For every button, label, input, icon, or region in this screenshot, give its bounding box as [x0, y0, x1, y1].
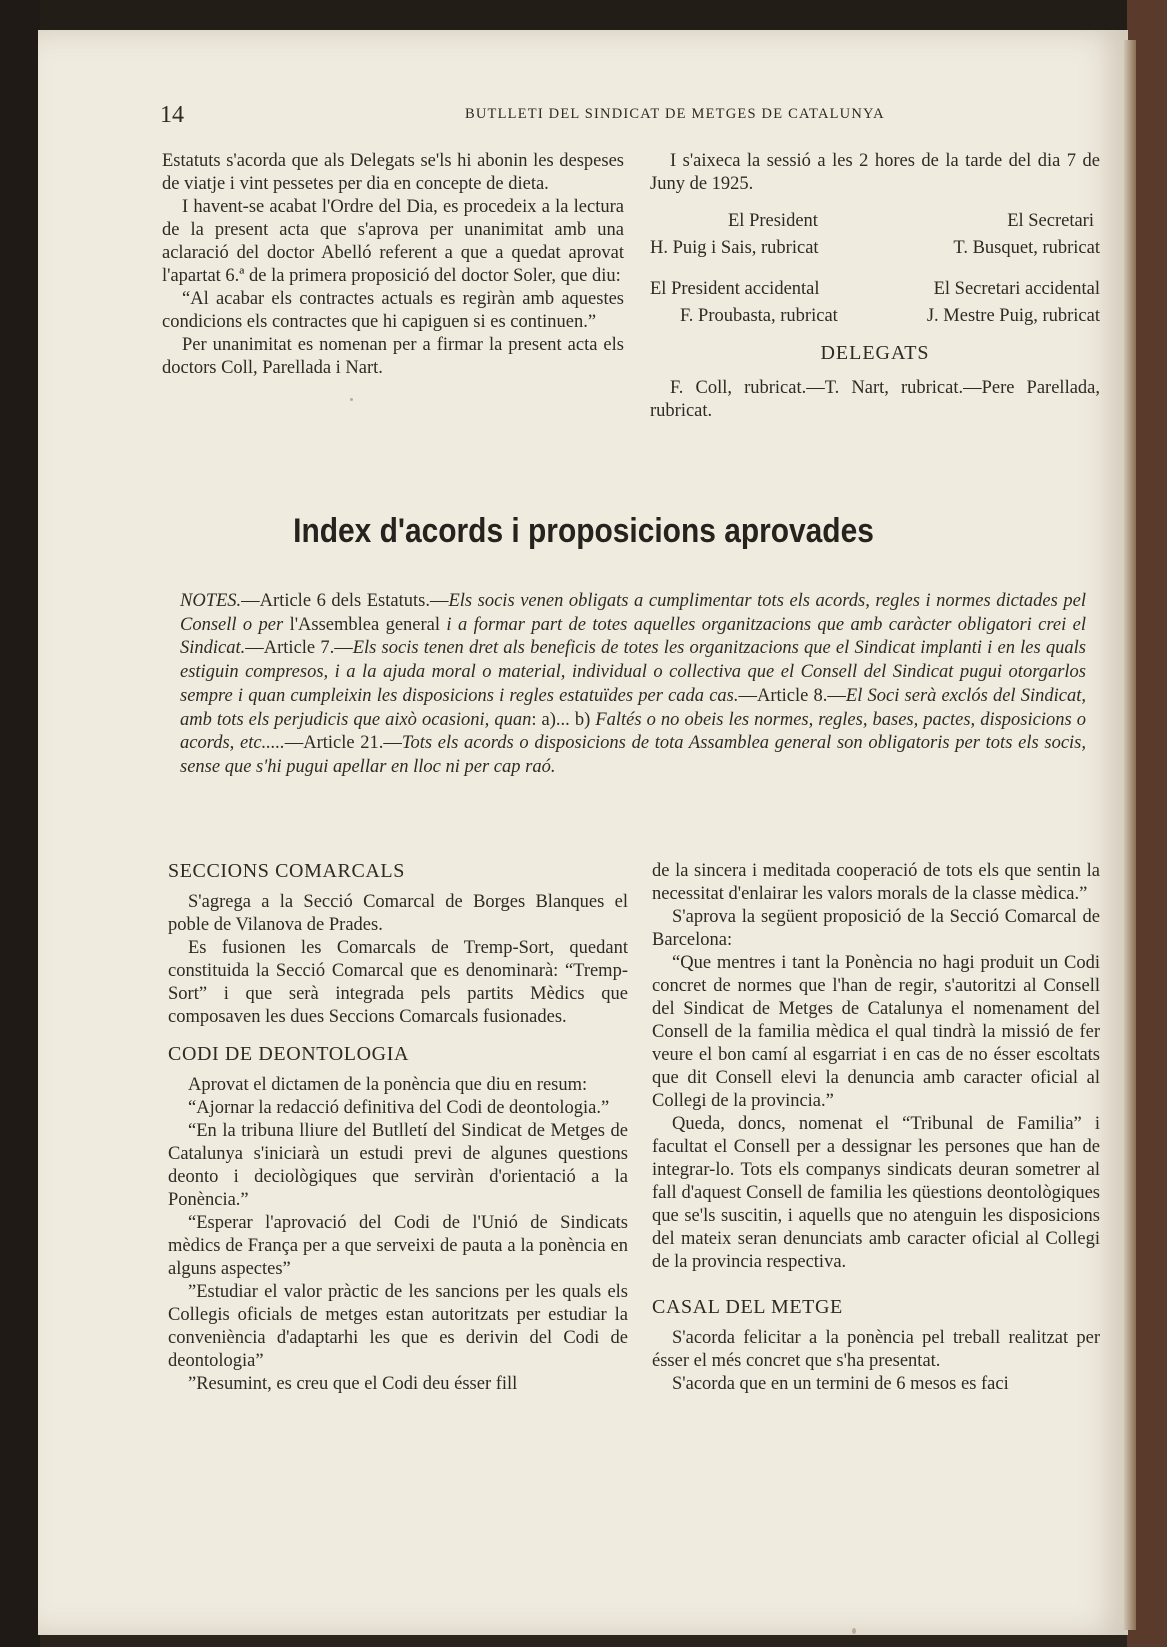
- quote-paragraph: “Al acabar els contractes actuals es regiràn amb aquestes condicions els contractes que hi capiguen si es continuen.”: [162, 289, 624, 332]
- signature-title: El Secretari: [1007, 211, 1094, 231]
- signature-row: [650, 278, 1100, 301]
- paragraph: I havent-se acabat l'Ordre del Dia, es procedeix a la lectura de la present acta que s'aprova per unanimitat amb una aclaració del doctor Abelló referent a que a quedat aprovat l'apartat 6.ª de la primera proposició del doctor Soler, que diu:: [162, 197, 624, 286]
- page-header: [120, 72, 1080, 128]
- top-left-column: [162, 150, 624, 380]
- paragraph: Es fusionen les Comarcals de Tremp-Sort, quedant constituida la Secció Comarcal que es denominarà: “Tremp-Sort” i que serà integrada pels partits Mèdics que composaven les dues Seccions Comarcals fusionades.: [168, 938, 628, 1027]
- paragraph: S'agrega a la Secció Comarcal de Borges Blanques el poble de Vilanova de Prades.: [168, 892, 628, 935]
- paragraph: S'acorda felicitar a la ponència pel treball realitzat per ésser el més concret que s'ha presentat.: [652, 1328, 1100, 1371]
- closing-paragraph: I s'aixeca la sessió a les 2 hores de la tarde del dia 7 de Juny de 1925.: [650, 151, 1100, 194]
- paragraph: S'acorda que en un termini de 6 mesos es faci: [672, 1374, 1009, 1394]
- delegats-paragraph: F. Coll, rubricat.—T. Nart, rubricat.—Pere Parellada, rubricat.: [650, 378, 1100, 421]
- notes-text: : a)... b): [531, 709, 596, 730]
- paragraph: Aprovat el dictamen de la ponència que diu en resum:: [188, 1075, 588, 1095]
- signature-name: F. Proubasta, rubricat: [680, 306, 838, 326]
- paper-spot: [350, 398, 353, 401]
- quote-paragraph: “Que mentres i tant la Ponència no hagi produit un Codi concret de normes que l'han de regir, s'autoritzi al Consell del Sindicat de Metges de Catalunya el nomenament del Consell de la familia mèdica el qual tindrà la missió de fer veure el bon camí al esgarriat i en cas de no ésser escoltats que dit Consell elevi la denuncia amb caracter oficial al Collegi de la provincia.”: [652, 953, 1100, 1111]
- delegats-heading: DELEGATS: [820, 342, 930, 364]
- signature-row: [650, 305, 1100, 328]
- section-title: Index d'acords i proposicions aprovades: [293, 512, 874, 550]
- notes-text: —Article 8.—: [738, 685, 846, 706]
- signature-row: [650, 210, 1100, 233]
- paragraph: Per unanimitat es nomenan per a firmar la present acta els doctors Coll, Parellada i Nart.: [162, 335, 624, 378]
- section-heading: CASAL DEL METGE: [652, 1296, 843, 1318]
- paragraph: de la sincera i meditada cooperació de tots els que sentin la necessitat d'enlairar les valors morals de la classe mèdica.”: [652, 861, 1100, 904]
- scan-background-top: [0, 0, 1167, 30]
- paper-spot: [852, 1628, 856, 1634]
- page-edge: [1124, 40, 1136, 1630]
- notes-text: —Article 7.—: [245, 638, 353, 659]
- signature-name: H. Puig i Sais, rubricat: [650, 238, 819, 258]
- section-heading: CODI DE DEONTOLOGIA: [168, 1043, 409, 1065]
- notes-text: —Article 21.—: [284, 733, 402, 754]
- signature-title: El President: [728, 211, 818, 231]
- quote-paragraph: ”Resumint, es creu que el Codi deu ésser fill: [188, 1374, 518, 1394]
- notes-italic: Faltés o no obeis les normes, regles, bases, pactes, disposicions o acords, etc.....: [180, 709, 1086, 754]
- notes-italic: Tots els acords o disposicions de tota Assamblea general son obligatoris per tots els socis, sense que s'hi pugui apellar en lloc ni per cap raó.: [180, 733, 1086, 777]
- notes-italic: Els socis tenen dret als beneficis de totes les organitzacions que el Sindicat implanti i en les quals estiguin compresos, i a la ajuda moral o material, individual o collectiva que el Consell del Sindicat pugui otorgarlos sempre i quan cumpleixin les disposicions i regles estatuïdes per cada cas.: [180, 638, 1086, 706]
- bottom-left-column: [168, 860, 628, 1396]
- notes-italic: El Soci serà exclós del Sindicat, amb tots els perjudicis que això ocasioni, quan: [180, 685, 1086, 730]
- paragraph: Estatuts s'acorda que als Delegats se'ls hi abonin les despeses de viatje i vint pessetes per dia en concepte de dieta.: [162, 151, 624, 194]
- quote-paragraph: “Ajornar la redacció definitiva del Codi de deontologia.”: [188, 1098, 610, 1118]
- notes-text: l'Assemblea general: [289, 614, 447, 635]
- quote-paragraph: “Esperar l'aprovació del Codi de l'Unió de Sindicats mèdics de França per a que serveixi de pauta a la ponència en alguns aspectes”: [168, 1213, 628, 1279]
- signature-row: [650, 237, 1100, 260]
- signature-name: J. Mestre Puig, rubricat: [926, 306, 1100, 326]
- top-right-column: [650, 150, 1100, 423]
- bottom-right-column: [652, 860, 1100, 1396]
- notes-label: NOTES.: [180, 591, 242, 611]
- paragraph: Queda, doncs, nomenat el “Tribunal de Familia” i facultat el Consell per a dessignar les persones que han de integrar-lo. Tots els companys sindicats deuran sometrer al fall d'aquest Consell de familia les qüestions deontològiques que se'ls suscitin, i aquells que no atenguin les disposicions del mateix seran denunciats amb caracter oficial al Collegi de la provincia respectiva.: [652, 1114, 1100, 1272]
- paragraph: S'aprova la següent proposició de la Secció Comarcal de Barcelona:: [652, 907, 1100, 950]
- running-title: BUTLLETI DEL SINDICAT DE METGES DE CATALUNYA: [465, 106, 885, 122]
- page-number: 14: [160, 102, 184, 128]
- signature-title: El Secretari accidental: [933, 279, 1100, 299]
- notes-paragraph: [180, 590, 1086, 780]
- signature-title: El President accidental: [650, 279, 820, 299]
- notes-italic: i a formar part de totes aquelles organitzacions que amb caràcter obligatori crei el Sindicat.: [180, 614, 1086, 659]
- scan-background-left: [0, 0, 40, 1647]
- section-heading: SECCIONS COMARCALS: [168, 860, 405, 882]
- quote-paragraph: ”Estudiar el valor pràctic de les sancions per les quals els Collegis oficials de metges estan autoritzats per estudiar la conveniència d'adaptarhi les que es derivin del Codi de deontologia”: [168, 1282, 628, 1371]
- quote-paragraph: “En la tribuna lliure del Butlletí del Sindicat de Metges de Catalunya s'iniciarà un estudi previ de algunes questions deonto i deciològiques que serviràn d'orientació a la Ponència.”: [168, 1121, 628, 1210]
- notes-italic: Els socis venen obligats a cumplimentar tots els acords, regles i normes dictades pel Consell o per: [180, 591, 1086, 635]
- signature-name: T. Busquet, rubricat: [953, 238, 1100, 258]
- notes-text: —Article 6 dels Estatuts.—: [241, 591, 449, 611]
